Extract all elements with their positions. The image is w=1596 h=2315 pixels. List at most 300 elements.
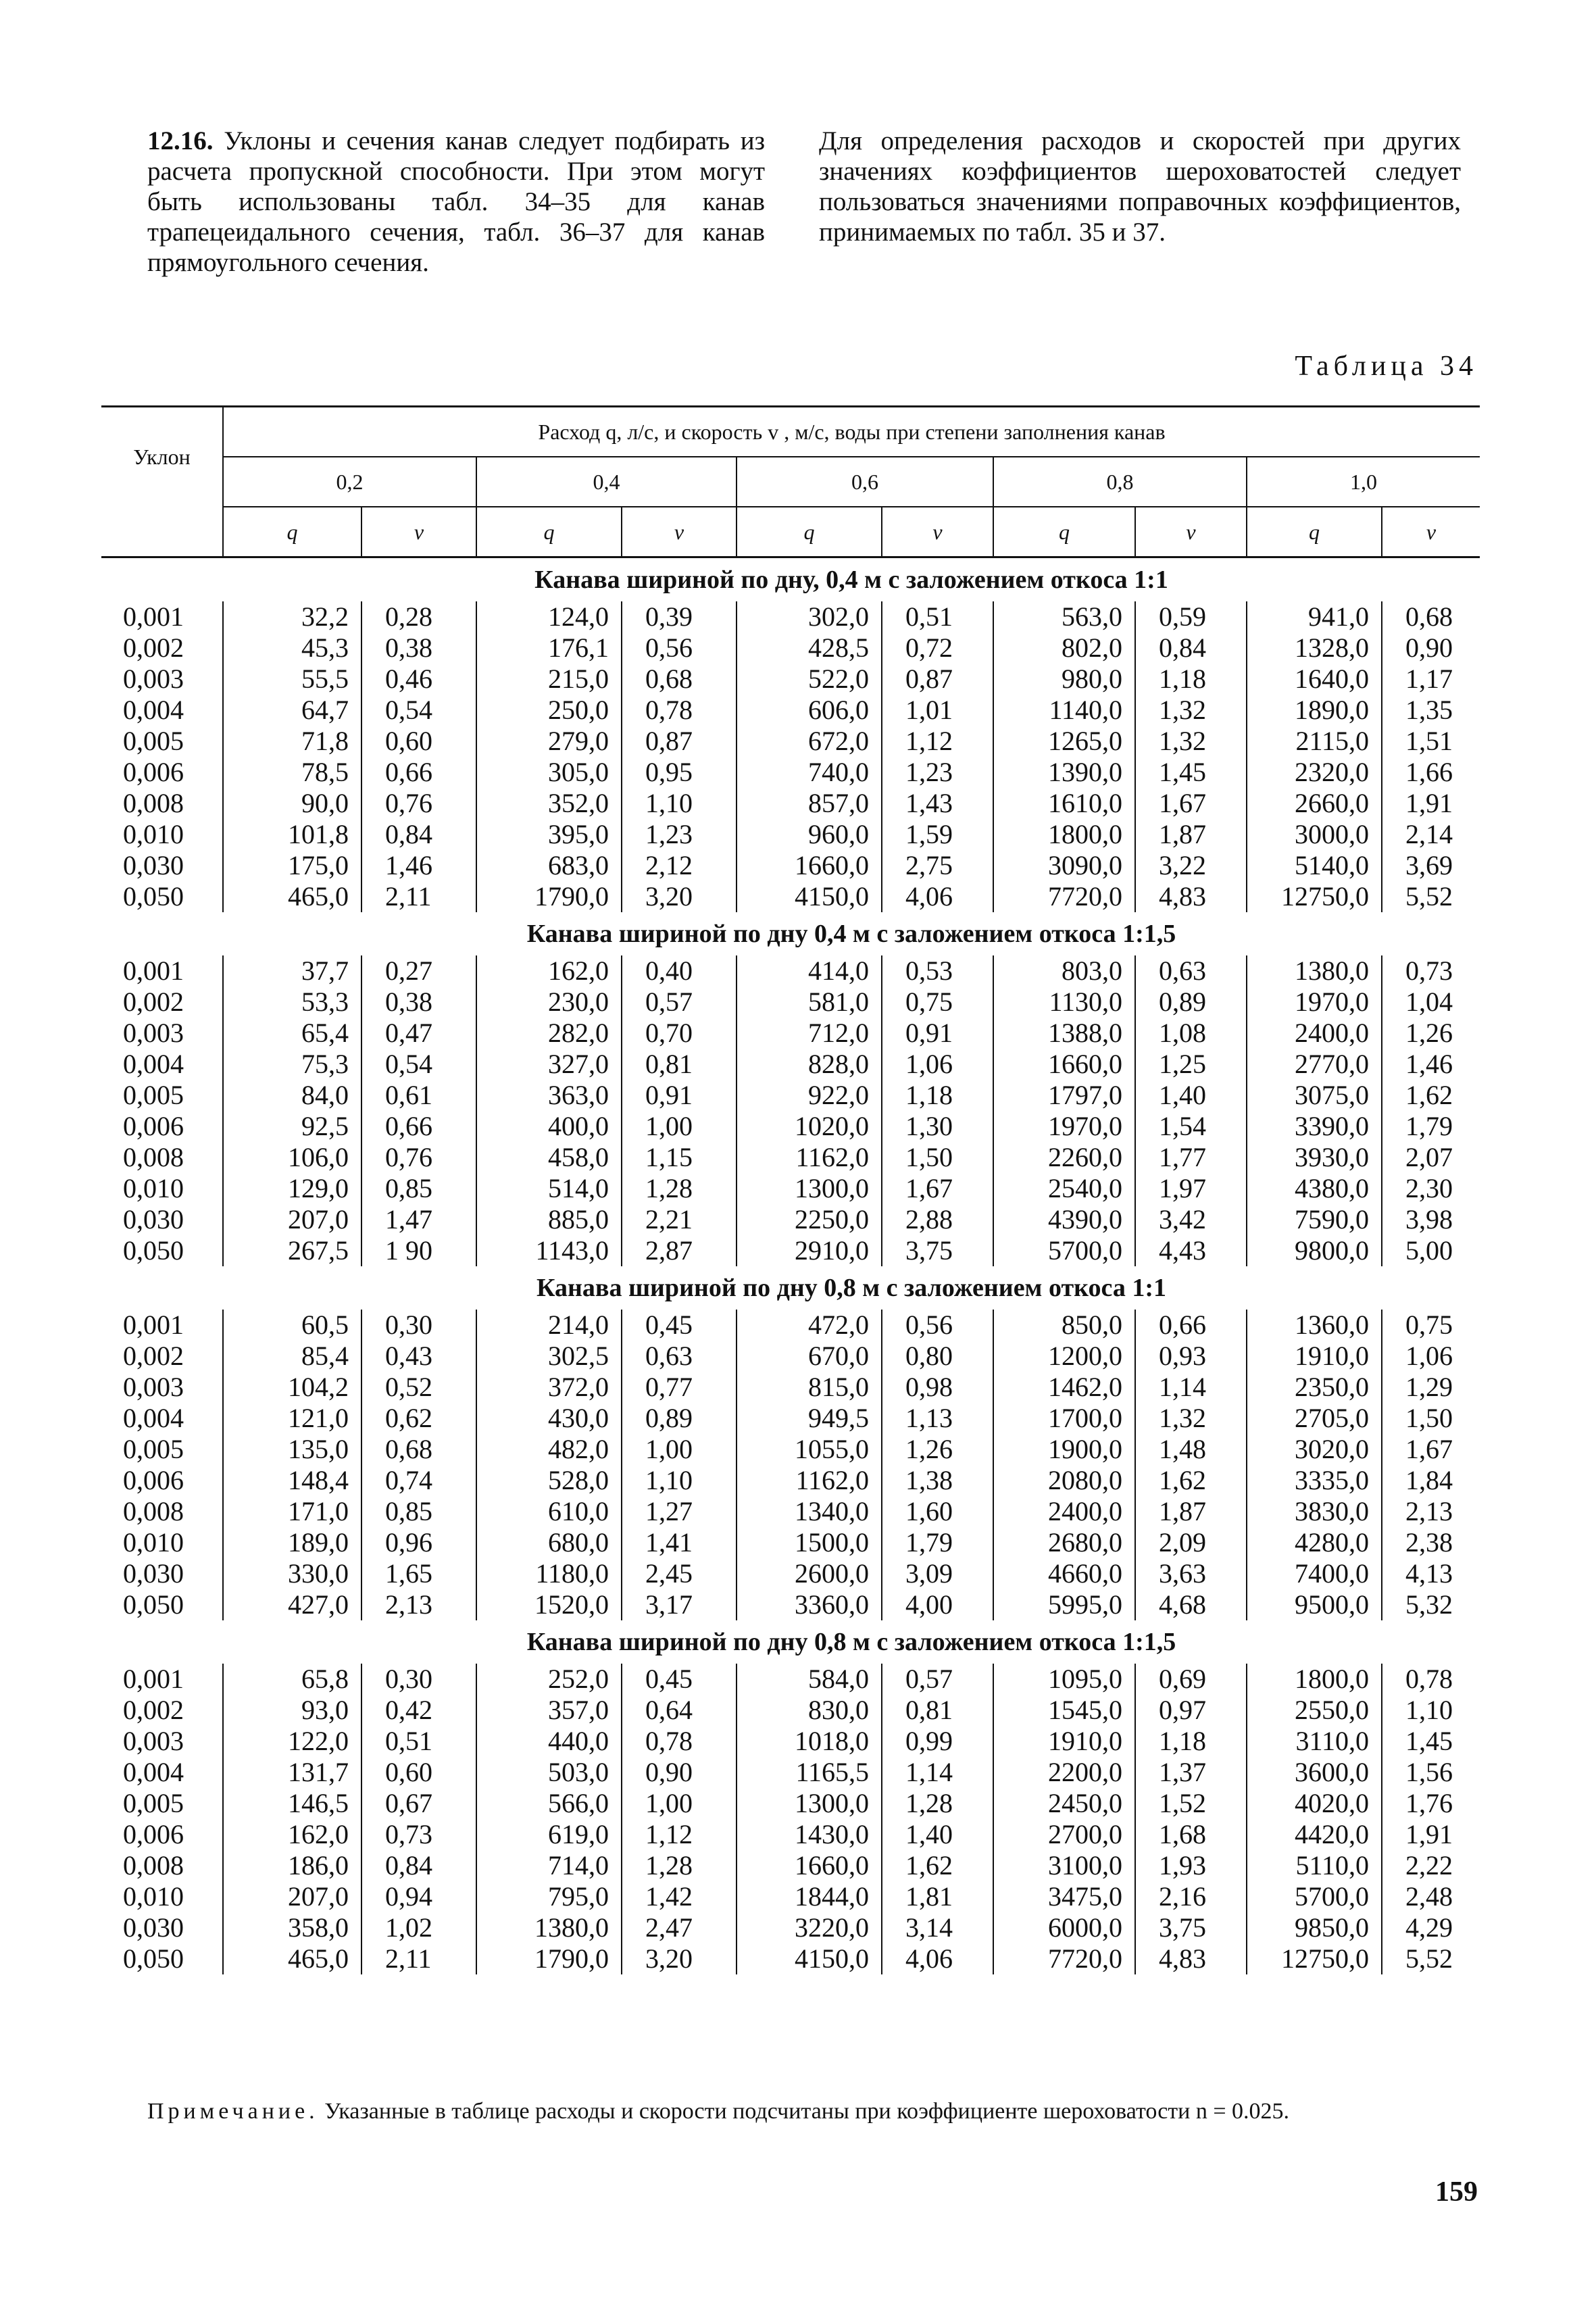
- slope-cell: 0,005: [123, 1434, 184, 1464]
- discharge-cell: 1640,0: [1247, 664, 1382, 695]
- discharge-cell: 1380,0: [476, 1912, 622, 1943]
- discharge-cell: 305,0: [476, 757, 622, 788]
- discharge-cell: 922,0: [737, 1080, 882, 1111]
- velocity-cell: 0,85: [361, 1496, 476, 1527]
- table-row: [101, 955, 1480, 987]
- section-row: [101, 912, 1480, 955]
- discharge-cell: 440,0: [476, 1726, 622, 1757]
- velocity-cell: 0,45: [622, 1664, 737, 1695]
- table-row: [101, 1943, 1480, 1974]
- discharge-cell: 828,0: [737, 1049, 882, 1080]
- discharge-cell: 357,0: [476, 1695, 622, 1726]
- discharge-cell: 885,0: [476, 1204, 622, 1235]
- discharge-cell: 850,0: [993, 1310, 1135, 1341]
- discharge-cell: 5110,0: [1247, 1850, 1382, 1881]
- velocity-cell: 0,69: [1135, 1664, 1247, 1695]
- velocity-cell: 0,63: [1135, 955, 1247, 987]
- discharge-cell: 9800,0: [1247, 1235, 1382, 1266]
- velocity-cell: 5,00: [1382, 1235, 1480, 1266]
- discharge-cell: 606,0: [737, 695, 882, 726]
- table-row: [101, 1372, 1480, 1403]
- discharge-cell: 4150,0: [737, 881, 882, 912]
- discharge-cell: 189,0: [223, 1527, 361, 1558]
- discharge-cell: 1970,0: [993, 1111, 1135, 1142]
- table-row: [101, 1527, 1480, 1558]
- discharge-cell: 1910,0: [1247, 1341, 1382, 1372]
- velocity-cell: 1,13: [882, 1403, 993, 1434]
- discharge-cell: 3930,0: [1247, 1142, 1382, 1173]
- velocity-cell: 1,66: [1382, 757, 1480, 788]
- header-slope-spacer: [101, 507, 223, 557]
- discharge-cell: 250,0: [476, 695, 622, 726]
- velocity-cell: 3,98: [1382, 1204, 1480, 1235]
- velocity-cell: 2,09: [1135, 1527, 1247, 1558]
- slope-cell: 0,050: [123, 1235, 184, 1266]
- velocity-cell: 3,17: [622, 1589, 737, 1620]
- discharge-cell: 683,0: [476, 850, 622, 881]
- velocity-cell: 1,87: [1135, 819, 1247, 850]
- discharge-cell: 414,0: [737, 955, 882, 987]
- discharge-cell: 104,2: [223, 1372, 361, 1403]
- velocity-cell: 1,40: [882, 1819, 993, 1850]
- table-row: [101, 850, 1480, 881]
- velocity-cell: 0,30: [361, 1664, 476, 1695]
- velocity-cell: 1 90: [361, 1235, 476, 1266]
- v-header: v: [1135, 507, 1247, 557]
- velocity-cell: 0,81: [622, 1049, 737, 1080]
- discharge-cell: 215,0: [476, 664, 622, 695]
- table-caption: Таблица 34: [1295, 351, 1478, 382]
- intro-text: [0, 126, 1596, 281]
- slope-cell: 0,050: [123, 1589, 184, 1620]
- discharge-cell: 584,0: [737, 1664, 882, 1695]
- discharge-cell: 5700,0: [1247, 1881, 1382, 1912]
- velocity-cell: 3,09: [882, 1558, 993, 1589]
- velocity-cell: 1,27: [622, 1496, 737, 1527]
- slope-cell: 0,008: [123, 1142, 184, 1172]
- section-row: [101, 1620, 1480, 1664]
- velocity-cell: 2,14: [1382, 819, 1480, 850]
- discharge-cell: 45,3: [223, 632, 361, 664]
- discharge-cell: 90,0: [223, 788, 361, 819]
- velocity-cell: 1,42: [622, 1881, 737, 1912]
- velocity-cell: 1,28: [882, 1788, 993, 1819]
- table-row: [101, 788, 1480, 819]
- discharge-cell: 670,0: [737, 1341, 882, 1372]
- discharge-cell: 330,0: [223, 1558, 361, 1589]
- discharge-cell: 3100,0: [993, 1850, 1135, 1881]
- table-row: [101, 881, 1480, 912]
- velocity-cell: 4,68: [1135, 1589, 1247, 1620]
- velocity-cell: 0,89: [1135, 987, 1247, 1018]
- discharge-cell: 3360,0: [737, 1589, 882, 1620]
- velocity-cell: 0,90: [622, 1757, 737, 1788]
- discharge-cell: 186,0: [223, 1850, 361, 1881]
- discharge-cell: 2700,0: [993, 1819, 1135, 1850]
- slope-cell: 0,005: [123, 1080, 184, 1110]
- discharge-cell: 2320,0: [1247, 757, 1382, 788]
- section-slope-spacer: [101, 1266, 223, 1310]
- section-row: [101, 1266, 1480, 1310]
- velocity-cell: 0,57: [622, 987, 737, 1018]
- discharge-cell: 1143,0: [476, 1235, 622, 1266]
- velocity-cell: 3,20: [622, 881, 737, 912]
- discharge-cell: 131,7: [223, 1757, 361, 1788]
- discharge-cell: 3020,0: [1247, 1434, 1382, 1465]
- slope-cell: 0,006: [123, 1111, 184, 1141]
- discharge-cell: 1200,0: [993, 1341, 1135, 1372]
- velocity-cell: 4,13: [1382, 1558, 1480, 1589]
- discharge-cell: 2910,0: [737, 1235, 882, 1266]
- discharge-cell: 1162,0: [737, 1465, 882, 1496]
- velocity-cell: 0,72: [882, 632, 993, 664]
- velocity-cell: 2,07: [1382, 1142, 1480, 1173]
- discharge-cell: 712,0: [737, 1018, 882, 1049]
- velocity-cell: 3,14: [882, 1912, 993, 1943]
- discharge-cell: 2080,0: [993, 1465, 1135, 1496]
- velocity-cell: 1,18: [882, 1080, 993, 1111]
- clause-text: Уклоны и сечения канав следует подбирать из расчета пропускной способности. При этом могут быть использованы табл. 34–35 для канав трапецеидального сечения, табл. 36–37 для канав прямоугольного сечения.: [147, 126, 765, 277]
- discharge-cell: 162,0: [476, 955, 622, 987]
- velocity-cell: 0,91: [622, 1080, 737, 1111]
- slope-cell: 0,003: [123, 664, 184, 694]
- velocity-cell: 1,48: [1135, 1434, 1247, 1465]
- velocity-cell: 0,80: [882, 1341, 993, 1372]
- slope-cell: 0,030: [123, 850, 184, 880]
- discharge-cell: 3110,0: [1247, 1726, 1382, 1757]
- discharge-cell: 4660,0: [993, 1558, 1135, 1589]
- velocity-cell: 4,43: [1135, 1235, 1247, 1266]
- velocity-cell: 1,26: [1382, 1018, 1480, 1049]
- discharge-cell: 7400,0: [1247, 1558, 1382, 1589]
- discharge-cell: 4280,0: [1247, 1527, 1382, 1558]
- velocity-cell: 3,75: [1135, 1912, 1247, 1943]
- discharge-cell: 528,0: [476, 1465, 622, 1496]
- note-label: Примечание.: [147, 2099, 319, 2124]
- discharge-cell: 3335,0: [1247, 1465, 1382, 1496]
- velocity-cell: 0,77: [622, 1372, 737, 1403]
- velocity-cell: 1,10: [622, 1465, 737, 1496]
- velocity-cell: 0,28: [361, 601, 476, 632]
- slope-cell: 0,001: [123, 1664, 184, 1694]
- slope-cell: 0,003: [123, 1726, 184, 1756]
- velocity-cell: 2,45: [622, 1558, 737, 1589]
- discharge-cell: 2115,0: [1247, 726, 1382, 757]
- table-row: [101, 1434, 1480, 1465]
- discharge-cell: 4020,0: [1247, 1788, 1382, 1819]
- velocity-cell: 0,74: [361, 1465, 476, 1496]
- q-header: q: [1247, 507, 1382, 557]
- velocity-cell: 0,53: [882, 955, 993, 987]
- discharge-cell: 65,8: [223, 1664, 361, 1695]
- discharge-cell: 563,0: [993, 601, 1135, 632]
- discharge-cell: 9850,0: [1247, 1912, 1382, 1943]
- velocity-cell: 0,38: [361, 987, 476, 1018]
- velocity-cell: 0,70: [622, 1018, 737, 1049]
- header-main: Расход q, л/с, и скорость v , м/с, воды при степени заполнения канав: [223, 407, 1480, 457]
- table-row: [101, 819, 1480, 850]
- discharge-cell: 7590,0: [1247, 1204, 1382, 1235]
- velocity-cell: 0,99: [882, 1726, 993, 1757]
- velocity-cell: 1,28: [622, 1173, 737, 1204]
- slope-cell: 0,030: [123, 1912, 184, 1943]
- slope-cell: 0,002: [123, 987, 184, 1017]
- discharge-cell: 714,0: [476, 1850, 622, 1881]
- discharge-cell: 1800,0: [993, 819, 1135, 850]
- table-container: [101, 405, 1480, 1974]
- velocity-cell: 0,84: [361, 819, 476, 850]
- velocity-cell: 1,06: [882, 1049, 993, 1080]
- slope-cell: 0,006: [123, 1819, 184, 1849]
- discharge-cell: 1910,0: [993, 1726, 1135, 1757]
- discharge-cell: 1300,0: [737, 1173, 882, 1204]
- velocity-cell: 0,90: [1382, 632, 1480, 664]
- velocity-cell: 1,56: [1382, 1757, 1480, 1788]
- slope-cell: 0,004: [123, 695, 184, 725]
- discharge-cell: 1700,0: [993, 1403, 1135, 1434]
- discharge-cell: 1970,0: [1247, 987, 1382, 1018]
- velocity-cell: 1,00: [622, 1111, 737, 1142]
- fill-level-header: 1,0: [1247, 457, 1480, 507]
- velocity-cell: 1,50: [882, 1142, 993, 1173]
- velocity-cell: 1,32: [1135, 726, 1247, 757]
- velocity-cell: 0,66: [361, 757, 476, 788]
- table-row: [101, 1912, 1480, 1943]
- discharge-cell: 1520,0: [476, 1589, 622, 1620]
- table-row: [101, 1235, 1480, 1266]
- v-header: v: [882, 507, 993, 557]
- slope-cell: 0,003: [123, 1018, 184, 1048]
- discharge-cell: 482,0: [476, 1434, 622, 1465]
- velocity-cell: 0,97: [1135, 1695, 1247, 1726]
- discharge-cell: 4420,0: [1247, 1819, 1382, 1850]
- velocity-cell: 2,88: [882, 1204, 993, 1235]
- slope-cell: 0,003: [123, 1372, 184, 1402]
- velocity-cell: 5,52: [1382, 1943, 1480, 1974]
- velocity-cell: 0,45: [622, 1310, 737, 1341]
- velocity-cell: 1,76: [1382, 1788, 1480, 1819]
- discharge-cell: 171,0: [223, 1496, 361, 1527]
- discharge-cell: 1844,0: [737, 1881, 882, 1912]
- discharge-cell: 267,5: [223, 1235, 361, 1266]
- discharge-cell: 1790,0: [476, 881, 622, 912]
- discharge-cell: 2400,0: [993, 1496, 1135, 1527]
- section-slope-spacer: [101, 557, 223, 602]
- velocity-cell: 1,06: [1382, 1341, 1480, 1372]
- discharge-cell: 4380,0: [1247, 1173, 1382, 1204]
- velocity-cell: 0,68: [622, 664, 737, 695]
- discharge-cell: 1660,0: [737, 1850, 882, 1881]
- velocity-cell: 1,12: [622, 1819, 737, 1850]
- velocity-cell: 1,35: [1382, 695, 1480, 726]
- velocity-cell: 0,93: [1135, 1341, 1247, 1372]
- v-header: v: [622, 507, 737, 557]
- discharge-cell: 2705,0: [1247, 1403, 1382, 1434]
- discharge-cell: 2770,0: [1247, 1049, 1382, 1080]
- discharge-cell: 2400,0: [1247, 1018, 1382, 1049]
- discharge-cell: 3220,0: [737, 1912, 882, 1943]
- velocity-cell: 0,54: [361, 1049, 476, 1080]
- discharge-cell: 465,0: [223, 881, 361, 912]
- velocity-cell: 0,56: [622, 632, 737, 664]
- discharge-cell: 122,0: [223, 1726, 361, 1757]
- discharge-cell: 472,0: [737, 1310, 882, 1341]
- discharge-cell: 5140,0: [1247, 850, 1382, 881]
- header-slope: Уклон: [101, 407, 223, 507]
- discharge-cell: 162,0: [223, 1819, 361, 1850]
- velocity-cell: 0,67: [361, 1788, 476, 1819]
- velocity-cell: 0,52: [361, 1372, 476, 1403]
- velocity-cell: 1,97: [1135, 1173, 1247, 1204]
- table-row: [101, 695, 1480, 726]
- v-header: v: [1382, 507, 1480, 557]
- velocity-cell: 0,84: [1135, 632, 1247, 664]
- discharge-cell: 2350,0: [1247, 1372, 1382, 1403]
- velocity-cell: 1,79: [882, 1527, 993, 1558]
- discharge-cell: 207,0: [223, 1204, 361, 1235]
- velocity-cell: 1,91: [1382, 788, 1480, 819]
- discharge-cell: 1300,0: [737, 1788, 882, 1819]
- table-row: [101, 1850, 1480, 1881]
- velocity-cell: 1,32: [1135, 695, 1247, 726]
- velocity-cell: 0,59: [1135, 601, 1247, 632]
- discharge-cell: 1790,0: [476, 1943, 622, 1974]
- table-row: [101, 1465, 1480, 1496]
- velocity-cell: 1,65: [361, 1558, 476, 1589]
- velocity-cell: 0,89: [622, 1403, 737, 1434]
- velocity-cell: 1,67: [1382, 1434, 1480, 1465]
- discharge-cell: 358,0: [223, 1912, 361, 1943]
- velocity-cell: 2,30: [1382, 1173, 1480, 1204]
- table-row: [101, 1695, 1480, 1726]
- discharge-cell: 65,4: [223, 1018, 361, 1049]
- table-row: [101, 987, 1480, 1018]
- velocity-cell: 1,62: [1135, 1465, 1247, 1496]
- discharge-cell: 1500,0: [737, 1527, 882, 1558]
- velocity-cell: 0,62: [361, 1403, 476, 1434]
- velocity-cell: 2,13: [361, 1589, 476, 1620]
- slope-cell: 0,001: [123, 1310, 184, 1340]
- section-title: Канава шириной по дну 0,4 м с заложением откоса 1:1,5: [526, 920, 1176, 948]
- discharge-cell: 85,4: [223, 1341, 361, 1372]
- velocity-cell: 1,77: [1135, 1142, 1247, 1173]
- discharge-cell: 124,0: [476, 601, 622, 632]
- discharge-cell: 672,0: [737, 726, 882, 757]
- table-row: [101, 664, 1480, 695]
- discharge-cell: 4150,0: [737, 1943, 882, 1974]
- discharge-cell: 395,0: [476, 819, 622, 850]
- velocity-cell: 3,22: [1135, 850, 1247, 881]
- discharge-cell: 1545,0: [993, 1695, 1135, 1726]
- velocity-cell: 1,62: [882, 1850, 993, 1881]
- discharge-cell: 1660,0: [993, 1049, 1135, 1080]
- discharge-cell: 327,0: [476, 1049, 622, 1080]
- velocity-cell: 1,14: [882, 1757, 993, 1788]
- discharge-cell: 3830,0: [1247, 1496, 1382, 1527]
- discharge-cell: 1388,0: [993, 1018, 1135, 1049]
- velocity-cell: 1,25: [1135, 1049, 1247, 1080]
- velocity-cell: 0,57: [882, 1664, 993, 1695]
- table-row: [101, 1819, 1480, 1850]
- discharge-cell: 400,0: [476, 1111, 622, 1142]
- velocity-cell: 1,60: [882, 1496, 993, 1527]
- velocity-cell: 1,68: [1135, 1819, 1247, 1850]
- discharge-cell: 1800,0: [1247, 1664, 1382, 1695]
- fill-level-header: 0,6: [737, 457, 993, 507]
- velocity-cell: 2,38: [1382, 1527, 1480, 1558]
- discharge-cell: 55,5: [223, 664, 361, 695]
- discharge-cell: 1360,0: [1247, 1310, 1382, 1341]
- discharge-cell: 146,5: [223, 1788, 361, 1819]
- velocity-cell: 4,00: [882, 1589, 993, 1620]
- slope-cell: 0,008: [123, 1496, 184, 1526]
- slope-cell: 0,010: [123, 1881, 184, 1912]
- discharge-cell: 465,0: [223, 1943, 361, 1974]
- discharge-cell: 4390,0: [993, 1204, 1135, 1235]
- discharge-cell: 1180,0: [476, 1558, 622, 1589]
- slope-cell: 0,010: [123, 1527, 184, 1558]
- discharge-cell: 129,0: [223, 1173, 361, 1204]
- table-note: [147, 2099, 1289, 2124]
- slope-cell: 0,005: [123, 726, 184, 756]
- velocity-cell: 1,17: [1382, 664, 1480, 695]
- discharge-cell: 1162,0: [737, 1142, 882, 1173]
- discharge-cell: 7720,0: [993, 881, 1135, 912]
- discharge-cell: 363,0: [476, 1080, 622, 1111]
- velocity-cell: 1,51: [1382, 726, 1480, 757]
- discharge-cell: 53,3: [223, 987, 361, 1018]
- discharge-cell: 949,5: [737, 1403, 882, 1434]
- discharge-cell: 458,0: [476, 1142, 622, 1173]
- velocity-cell: 1,41: [622, 1527, 737, 1558]
- velocity-cell: 0,38: [361, 632, 476, 664]
- velocity-cell: 2,11: [361, 881, 476, 912]
- section-row: [101, 557, 1480, 602]
- discharge-cell: 857,0: [737, 788, 882, 819]
- velocity-cell: 1,59: [882, 819, 993, 850]
- discharge-cell: 795,0: [476, 1881, 622, 1912]
- discharge-cell: 302,5: [476, 1341, 622, 1372]
- slope-cell: 0,004: [123, 1403, 184, 1433]
- velocity-cell: 1,37: [1135, 1757, 1247, 1788]
- discharge-cell: 2250,0: [737, 1204, 882, 1235]
- discharge-cell: 2660,0: [1247, 788, 1382, 819]
- velocity-cell: 2,16: [1135, 1881, 1247, 1912]
- discharge-cell: 980,0: [993, 664, 1135, 695]
- discharge-cell: 1130,0: [993, 987, 1135, 1018]
- velocity-cell: 1,00: [622, 1788, 737, 1819]
- discharge-cell: 9500,0: [1247, 1589, 1382, 1620]
- velocity-cell: 0,78: [1382, 1664, 1480, 1695]
- section-title: Канава шириной по дну 0,8 м с заложением откоса 1:1: [536, 1274, 1166, 1302]
- section-slope-spacer: [101, 912, 223, 955]
- velocity-cell: 3,63: [1135, 1558, 1247, 1589]
- velocity-cell: 3,20: [622, 1943, 737, 1974]
- discharge-cell: 279,0: [476, 726, 622, 757]
- discharge-cell: 1430,0: [737, 1819, 882, 1850]
- velocity-cell: 0,84: [361, 1850, 476, 1881]
- discharge-cell: 1020,0: [737, 1111, 882, 1142]
- discharge-cell: 3390,0: [1247, 1111, 1382, 1142]
- velocity-cell: 0,76: [361, 1142, 476, 1173]
- velocity-cell: 0,66: [361, 1111, 476, 1142]
- velocity-cell: 1,32: [1135, 1403, 1247, 1434]
- discharge-cell: 60,5: [223, 1310, 361, 1341]
- velocity-cell: 0,30: [361, 1310, 476, 1341]
- velocity-cell: 1,00: [622, 1434, 737, 1465]
- table-row: [101, 1664, 1480, 1695]
- velocity-cell: 0,63: [622, 1341, 737, 1372]
